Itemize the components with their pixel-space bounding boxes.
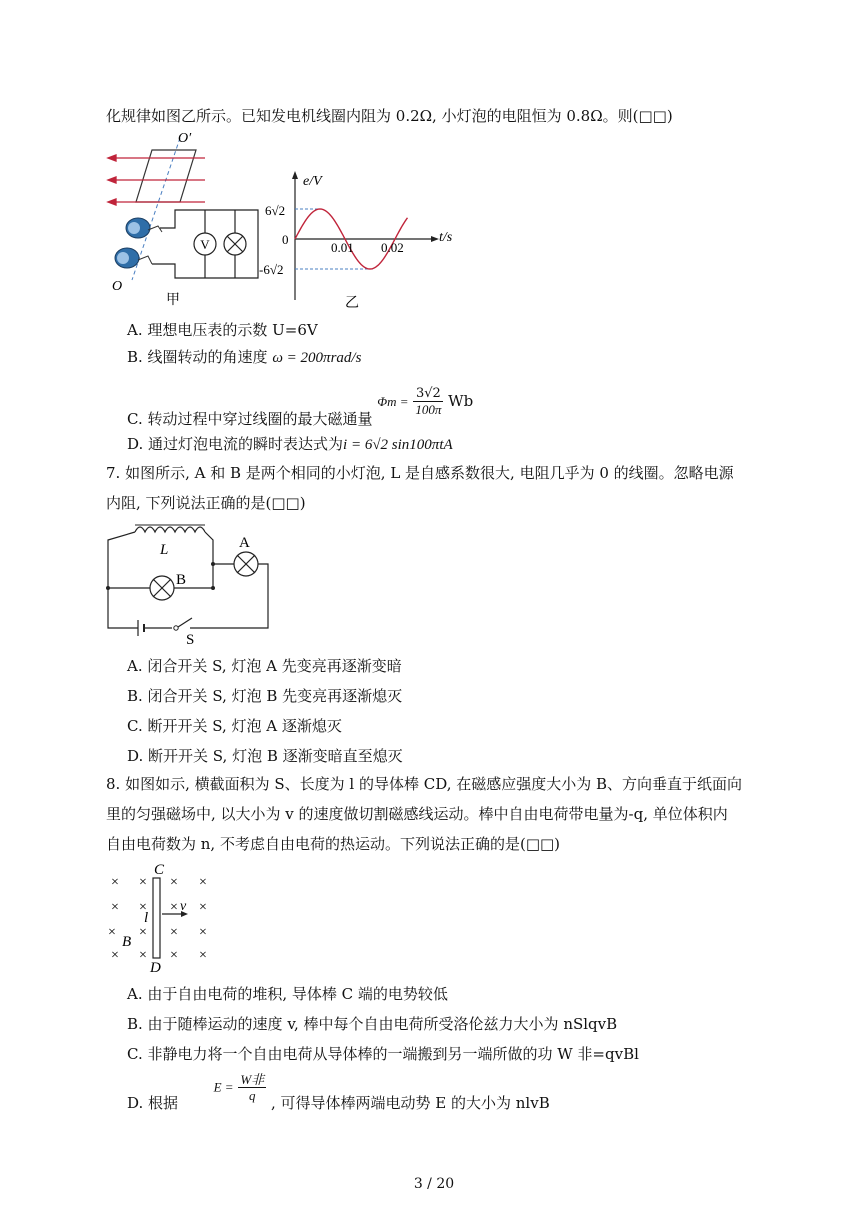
field-cross: × — [139, 925, 147, 940]
svg-text:V: V — [200, 237, 210, 252]
q7-option-d: D. 断开开关 S, 灯泡 B 逐渐变暗直至熄灭 — [127, 747, 403, 765]
axis-label-bottom: O — [112, 279, 123, 294]
label-d: D — [150, 960, 161, 976]
field-arrows — [108, 155, 205, 205]
q8-option-a: A. 由于自由电荷的堆积, 导体棒 C 端的电势较低 — [127, 985, 448, 1003]
field-cross: × — [139, 900, 147, 915]
y-axis-label: e/V — [303, 174, 322, 189]
q8-stem-3: 自由电荷数为 n, 不考虑自由电荷的热运动。下列说法正确的是(□□) — [106, 835, 561, 853]
q6-option-d: D. 通过灯泡电流的瞬时表达式为i = 6√2 sin100πtA — [127, 435, 453, 453]
q7-stem-2: 内阻, 下列说法正确的是(□□) — [106, 494, 306, 512]
field-cross: × — [170, 948, 178, 963]
label-c: C — [154, 862, 165, 878]
label-l: L — [160, 542, 169, 558]
field-cross: × — [199, 900, 207, 915]
q8-option-b: B. 由于随棒运动的速度 v, 棒中每个自由电荷所受洛伦兹力大小为 nSlqvB — [127, 1015, 618, 1033]
ytick-positive: 6√2 — [265, 203, 286, 218]
page-number: 3 / 20 — [413, 1176, 455, 1192]
q7-stem-1: 7. 如图所示, A 和 B 是两个相同的小灯泡, L 是自感系数很大, 电阻几乎为 0 的线圈。忽略电源 — [106, 464, 734, 482]
figure-label-jia: 甲 — [166, 293, 180, 308]
field-cross: × — [199, 875, 207, 890]
conductor-rod — [153, 878, 160, 958]
label-l: l — [144, 910, 149, 926]
field-cross: × — [199, 925, 207, 940]
q8-magnetic-field-figure — [100, 858, 230, 976]
switch-icon — [174, 626, 178, 630]
field-cross: × — [170, 900, 178, 915]
field-cross: × — [111, 875, 119, 890]
field-cross: × — [170, 925, 178, 940]
q7-circuit — [100, 520, 280, 645]
omega-formula: ω = 200πrad/s — [272, 350, 362, 366]
intro-text: 化规律如图乙所示。已知发电机线圈内阻为 0.2Ω, 小灯泡的电阻恒为 0.8Ω。则(□□) — [106, 107, 673, 125]
xtick-1: 0.01 — [331, 240, 354, 255]
q6-option-c: C. 转动过程中穿过线圈的最大磁通量 Φm = $\frac{3√2}{100\pi}$ Wb — [127, 386, 474, 428]
field-cross: × — [199, 948, 207, 963]
x-axis-label: t/s — [439, 230, 453, 245]
label-v: v — [180, 899, 187, 914]
ytick-negative: -6√2 — [259, 262, 284, 277]
generator-figure — [100, 130, 260, 310]
slip-rings — [115, 218, 150, 268]
q6-option-b: B. 线圈转动的角速度 ω = 200πrad/s — [127, 348, 362, 366]
field-cross: × — [111, 948, 119, 963]
origin-label: 0 — [282, 232, 289, 247]
label-a: A — [239, 535, 250, 551]
field-cross: × — [111, 900, 119, 915]
emf-fraction: $\frac{\text{W非}}{q}$ — [240, 1072, 265, 1103]
q8-stem-2: 里的匀强磁场中, 以大小为 v 的速度做切割磁感线运动。棒中自由电荷带电量为-q, 单位体积内 — [106, 805, 728, 823]
current-formula: i = 6√2 sin100πtA — [343, 437, 453, 453]
q8-option-c: C. 非静电力将一个自由电荷从导体棒的一端搬到另一端所做的功 W 非=qvBl — [127, 1045, 639, 1063]
q6-option-a: A. 理想电压表的示数 U=6V — [127, 321, 318, 339]
axis-label-top: O′ — [178, 131, 192, 146]
figure-label-yi: 乙 — [345, 296, 359, 311]
q7-option-c: C. 断开开关 S, 灯泡 A 逐渐熄灭 — [127, 717, 342, 735]
label-s: S — [186, 632, 195, 645]
field-cross: × — [108, 925, 116, 940]
emf-chart — [255, 165, 465, 315]
field-cross: × — [139, 875, 147, 890]
q7-option-a: A. 闭合开关 S, 灯泡 A 先变亮再逐渐变暗 — [127, 657, 402, 675]
q8-stem-1: 8. 如图如示, 横截面积为 S、长度为 l 的导体棒 CD, 在磁感应强度大小为 B、方向垂直于纸面向 — [106, 775, 743, 793]
inductor-icon — [135, 527, 205, 532]
field-cross: × — [139, 948, 147, 963]
q8-option-d: D. 根据 E = $\frac{\text{W非}}{q}$ , 可得导体棒两端电动势 E 的大小为 nlvB — [127, 1072, 550, 1112]
label-b: B — [176, 572, 187, 588]
label-b: B — [122, 934, 132, 950]
field-cross: × — [170, 875, 178, 890]
q7-option-b: B. 闭合开关 S, 灯泡 B 先变亮再逐渐熄灭 — [127, 687, 403, 705]
xtick-2: 0.02 — [381, 240, 404, 255]
flux-fraction: $\frac{3√2}{100\pi}$ — [415, 386, 442, 417]
